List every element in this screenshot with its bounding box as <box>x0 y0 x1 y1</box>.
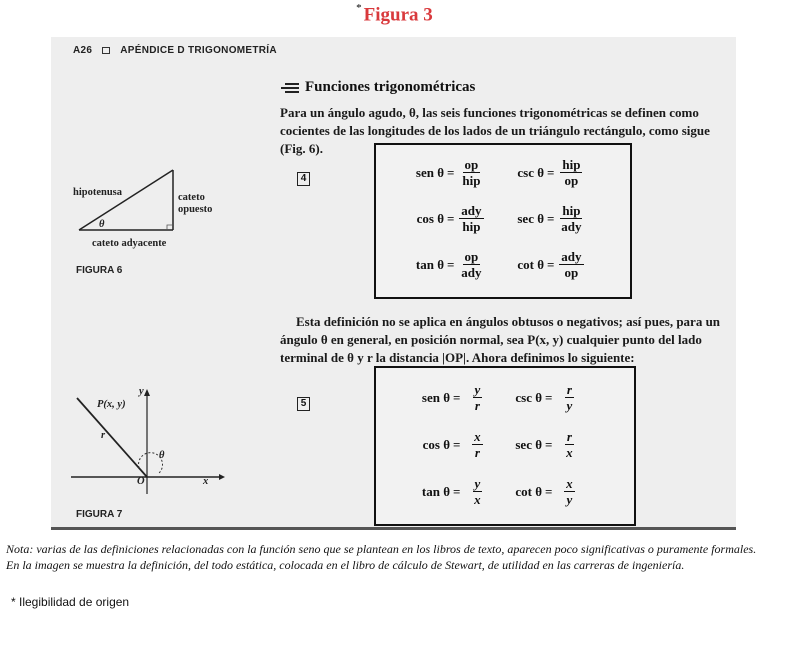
general-definition-paragraph: Esta definición no se aplica en ángulos obtusos o negativos; así pues, para un ángulo θ en general, en posición normal, sea P(x, y) cualquier punto del lado terminal de θ y r la distancia |OP|. Ahora definimos lo siguiente: <box>280 314 721 365</box>
formula-sec: sec θ = $\frac{\text{hip}}{\text{ady}}$ <box>517 203 582 234</box>
section-title: Funciones trigonométricas <box>305 79 476 95</box>
intro-paragraph: Para un ángulo agudo, θ, las seis funciones trigonométricas se definen como cocientes de las longitudes de los lados de un triángulo rectángulo, como sigue (Fig. 6). <box>280 105 710 156</box>
section-bars-icon <box>281 81 301 95</box>
equation-number-4: 4 <box>297 172 310 186</box>
title-asterisk: * <box>356 2 362 14</box>
adjacent-label: cateto adyacente <box>92 238 167 249</box>
coordinate-angle-diagram <box>69 382 239 502</box>
page-header <box>73 45 277 56</box>
note-line-1: Nota: varias de las definiciones relacionadas con la función seno que se plantean en los libros de texto, aparecen poco significativas o puramente formales. <box>6 542 757 556</box>
origin-label: O <box>137 476 145 487</box>
footnote-illegibility: * Ilegibilidad de origen <box>11 595 130 609</box>
formula-cos: cos θ = $\frac{\text{ady}}{\text{hip}}$ <box>416 203 482 234</box>
angle-theta-label-fig7: θ <box>159 450 165 461</box>
opposite-label-2: opuesto <box>178 204 213 215</box>
definitions-box-4 <box>374 143 632 299</box>
formula-cot: cot θ = $\frac{x}{y}$ <box>515 476 573 507</box>
point-p-label: P(x, y) <box>97 399 126 410</box>
opposite-label-1: cateto <box>178 192 205 203</box>
y-axis-label: y <box>139 386 144 397</box>
radius-r-label: r <box>101 430 106 441</box>
x-axis-label: x <box>203 476 209 487</box>
figure6-caption: FIGURA 6 <box>76 265 123 276</box>
equation-number-5: 5 <box>297 397 310 411</box>
title-text: Figura 3 <box>363 4 433 26</box>
formula-csc: csc θ = $\frac{r}{y}$ <box>515 382 573 413</box>
scanned-page <box>51 37 736 530</box>
hypotenuse-label: hipotenusa <box>73 187 123 198</box>
formula-sen: sen θ = $\frac{y}{r}$ <box>421 382 481 413</box>
note-line-2: En la imagen se muestra la definición, del todo estática, colocada en el libro de cálculo de Stewart, de utilidad en las carreras de ingeniería. <box>6 558 685 572</box>
page-number: A26 <box>73 45 93 56</box>
note-text <box>6 541 786 573</box>
formula-tan: tan θ = $\frac{y}{x}$ <box>421 476 481 507</box>
formula-sec: sec θ = $\frac{r}{x}$ <box>515 429 573 460</box>
formula-sen: sen θ = $\frac{op}{\text{hip}}$ <box>415 157 481 188</box>
square-bullet-icon <box>102 47 110 54</box>
appendix-title: APÉNDICE D TRIGONOMETRÍA <box>120 45 277 56</box>
figure7-caption: FIGURA 7 <box>76 509 123 520</box>
angle-theta-label: θ <box>99 219 105 230</box>
formula-cos: cos θ = $\frac{x}{r}$ <box>422 429 481 460</box>
definitions-box-5 <box>374 366 636 526</box>
formula-cot: cot θ = $\frac{\text{ady}}{op}$ <box>517 249 582 280</box>
formula-csc: csc θ = $\frac{\text{hip}}{op}$ <box>517 157 581 188</box>
figure-title <box>0 4 789 26</box>
section-heading <box>281 79 475 96</box>
formula-tan: tan θ = $\frac{op}{\text{ady}}$ <box>415 249 482 280</box>
